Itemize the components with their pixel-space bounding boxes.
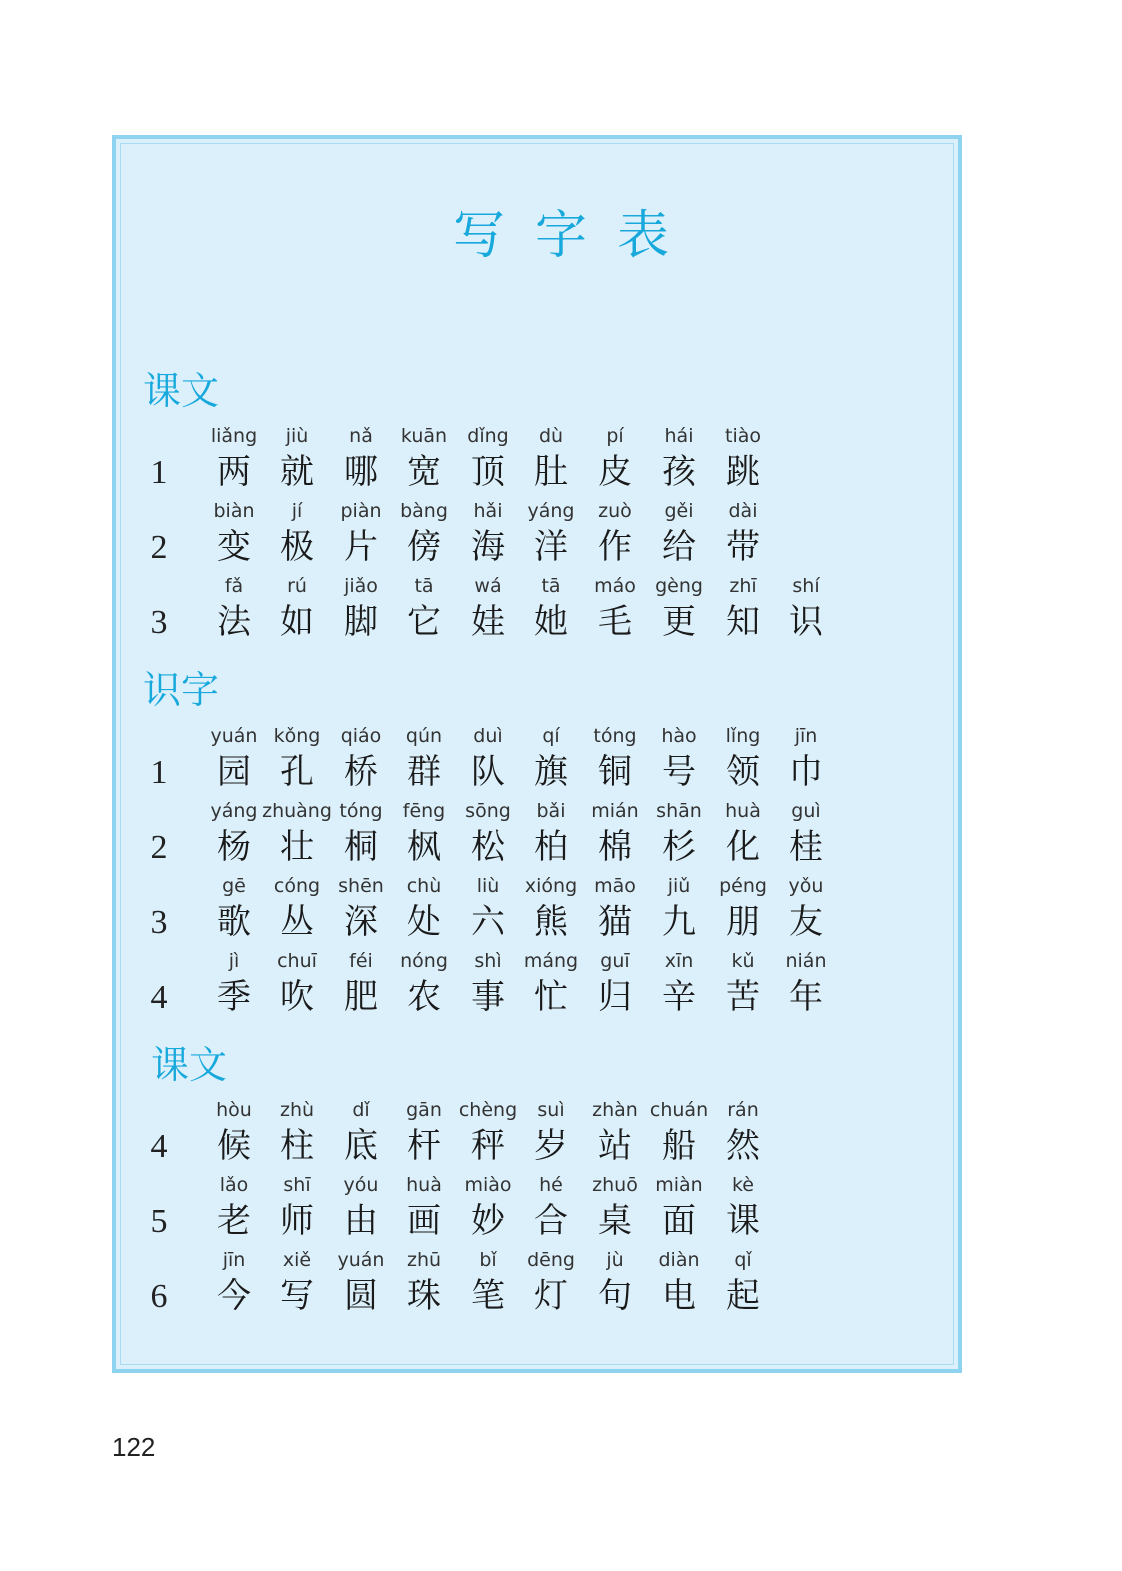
hanzi: 秤: [471, 1126, 505, 1166]
hanzi: 跳: [726, 452, 760, 492]
hanzi: 候: [217, 1126, 251, 1166]
hanzi: 师: [280, 1201, 314, 1241]
pinyin: bǐ: [479, 1249, 497, 1271]
pinyin: shì: [474, 950, 502, 972]
pinyin: piàn: [340, 500, 382, 522]
hanzi: 化: [726, 827, 760, 867]
pinyin: pí: [606, 425, 624, 447]
hanzi: 歌: [217, 902, 251, 942]
hanzi: 起: [726, 1276, 760, 1316]
hanzi: 年: [789, 977, 823, 1017]
pinyin: yóu: [343, 1174, 379, 1196]
pinyin: yǒu: [788, 875, 824, 897]
character-row: [0, 1098, 1122, 1173]
pinyin: gē: [222, 875, 246, 897]
page-title: 写字表: [452, 206, 699, 266]
pinyin: mián: [591, 800, 639, 822]
pinyin: rán: [727, 1099, 759, 1121]
hanzi: 句: [598, 1276, 632, 1316]
pinyin: zuò: [598, 500, 632, 522]
hanzi: 友: [789, 902, 823, 942]
hanzi: 带: [726, 527, 760, 567]
pinyin: kè: [731, 1174, 754, 1196]
pinyin: tóng: [339, 800, 383, 822]
pinyin: jù: [606, 1249, 624, 1271]
pinyin: shēn: [338, 875, 384, 897]
hanzi: 识: [789, 602, 823, 642]
pinyin: shī: [283, 1174, 311, 1196]
hanzi: 杉: [662, 827, 696, 867]
hanzi: 片: [344, 527, 378, 567]
hanzi: 更: [662, 602, 696, 642]
hanzi: 朋: [726, 902, 760, 942]
pinyin: xióng: [524, 875, 578, 897]
pinyin: jì: [228, 950, 240, 972]
character-row: [0, 799, 1122, 874]
pinyin: jiǎo: [344, 575, 378, 597]
hanzi: 辛: [662, 977, 696, 1017]
character-cell: [705, 499, 781, 567]
hanzi: 归: [598, 977, 632, 1017]
lesson-number: 4: [150, 979, 168, 1016]
hanzi: 给: [662, 527, 696, 567]
pinyin: chuī: [277, 950, 317, 972]
pinyin: hòu: [216, 1099, 252, 1121]
hanzi: 写: [280, 1276, 314, 1316]
hanzi: 处: [407, 902, 441, 942]
pinyin: liù: [476, 875, 500, 897]
hanzi: 棉: [598, 827, 632, 867]
hanzi: 船: [662, 1126, 696, 1166]
pinyin: xiě: [282, 1249, 312, 1271]
character-row: [0, 499, 1122, 574]
pinyin: féi: [349, 950, 373, 972]
hanzi: 丛: [280, 902, 314, 942]
pinyin: bǎi: [536, 800, 566, 822]
hanzi: 画: [407, 1201, 441, 1241]
hanzi: 孔: [280, 752, 314, 792]
pinyin: zhū: [406, 1249, 442, 1271]
hanzi: 桂: [789, 827, 823, 867]
hanzi: 珠: [407, 1276, 441, 1316]
pinyin: nǎ: [349, 425, 373, 447]
section-heading: 课文: [143, 369, 220, 413]
section-heading: 识字: [143, 668, 220, 712]
section-heading: 课文: [151, 1043, 228, 1087]
hanzi: 领: [726, 752, 760, 792]
hanzi: 作: [598, 527, 632, 567]
hanzi: 电: [662, 1276, 696, 1316]
hanzi: 桐: [344, 827, 378, 867]
hanzi: 两: [217, 452, 251, 492]
hanzi: 然: [726, 1126, 760, 1166]
pinyin: zhuō: [592, 1174, 638, 1196]
hanzi: 六: [471, 902, 505, 942]
pinyin: diàn: [658, 1249, 700, 1271]
pinyin: chuán: [649, 1099, 709, 1121]
hanzi: 柱: [280, 1126, 314, 1166]
hanzi: 洋: [534, 527, 568, 567]
pinyin: zhàn: [592, 1099, 638, 1121]
hanzi: 就: [280, 452, 314, 492]
pinyin: kuān: [400, 425, 448, 447]
pinyin: dēng: [527, 1249, 575, 1271]
hanzi: 孩: [662, 452, 696, 492]
pinyin: jiù: [285, 425, 309, 447]
character-row: [0, 874, 1122, 949]
hanzi: 毛: [598, 602, 632, 642]
pinyin: dù: [538, 425, 564, 447]
pinyin: jīn: [794, 725, 818, 747]
pinyin: zhù: [279, 1099, 315, 1121]
pinyin: kǒng: [273, 725, 321, 747]
pinyin: hǎi: [473, 500, 503, 522]
hanzi: 杆: [407, 1126, 441, 1166]
pinyin: tiào: [725, 425, 761, 447]
hanzi: 法: [217, 602, 251, 642]
pinyin: nóng: [400, 950, 448, 972]
pinyin: gèng: [655, 575, 703, 597]
hanzi: 号: [662, 752, 696, 792]
hanzi: 枫: [407, 827, 441, 867]
hanzi: 娃: [471, 602, 505, 642]
character-cell: [768, 799, 844, 867]
lesson-number: 5: [150, 1203, 168, 1240]
pinyin: gān: [406, 1099, 442, 1121]
hanzi: 壮: [280, 827, 314, 867]
pinyin: zhī: [729, 575, 757, 597]
pinyin: miàn: [655, 1174, 703, 1196]
lesson-number: 4: [150, 1128, 168, 1165]
hanzi: 极: [280, 527, 314, 567]
pinyin: qǐ: [734, 1249, 752, 1271]
hanzi: 顶: [471, 452, 505, 492]
hanzi: 忙: [534, 977, 568, 1017]
pinyin: jí: [291, 500, 303, 522]
hanzi: 肚: [534, 452, 568, 492]
pinyin: qí: [542, 725, 560, 747]
hanzi: 合: [534, 1201, 568, 1241]
character-cell: [768, 874, 844, 942]
pinyin: bàng: [400, 500, 448, 522]
hanzi: 事: [471, 977, 505, 1017]
pinyin: cóng: [273, 875, 321, 897]
character-row: [0, 574, 1122, 649]
hanzi: 它: [407, 602, 441, 642]
hanzi: 变: [217, 527, 251, 567]
pinyin: yuán: [210, 725, 258, 747]
lesson-number: 3: [150, 904, 168, 941]
pinyin: chù: [406, 875, 442, 897]
hanzi: 今: [217, 1276, 251, 1316]
pinyin: rú: [287, 575, 307, 597]
pinyin: hái: [664, 425, 694, 447]
hanzi: 旗: [534, 752, 568, 792]
hanzi: 深: [344, 902, 378, 942]
hanzi: 苦: [726, 977, 760, 1017]
hanzi: 面: [662, 1201, 696, 1241]
pinyin: dǐ: [352, 1099, 370, 1121]
pinyin: hé: [539, 1174, 563, 1196]
hanzi: 季: [217, 977, 251, 1017]
pinyin: yáng: [527, 500, 575, 522]
hanzi: 傍: [407, 527, 441, 567]
hanzi: 她: [534, 602, 568, 642]
pinyin: māo: [594, 875, 636, 897]
pinyin: dǐng: [467, 425, 509, 447]
character-cell: [768, 724, 844, 792]
lesson-number: 1: [150, 754, 168, 791]
hanzi: 熊: [534, 902, 568, 942]
hanzi: 由: [344, 1201, 378, 1241]
hanzi: 九: [662, 902, 696, 942]
hanzi: 岁: [534, 1126, 568, 1166]
pinyin: dài: [728, 500, 758, 522]
pinyin: zhuàng: [262, 800, 332, 822]
character-cell: [705, 1098, 781, 1166]
hanzi: 妙: [471, 1201, 505, 1241]
hanzi: 宽: [407, 452, 441, 492]
page-number: 122: [112, 1432, 156, 1462]
hanzi: 吹: [280, 977, 314, 1017]
pinyin: shān: [656, 800, 702, 822]
pinyin: fǎ: [224, 575, 244, 597]
pinyin: guì: [791, 800, 821, 822]
pinyin: jiǔ: [667, 875, 691, 897]
character-row: [0, 724, 1122, 799]
hanzi: 园: [217, 752, 251, 792]
pinyin: yuán: [337, 1249, 385, 1271]
hanzi: 桥: [344, 752, 378, 792]
pinyin: péng: [719, 875, 767, 897]
pinyin: liǎng: [210, 425, 258, 447]
character-cell: [768, 949, 844, 1017]
hanzi: 巾: [789, 752, 823, 792]
pinyin: kǔ: [731, 950, 755, 972]
pinyin: xīn: [664, 950, 694, 972]
hanzi: 皮: [598, 452, 632, 492]
hanzi: 柏: [534, 827, 568, 867]
lesson-number: 2: [150, 529, 168, 566]
pinyin: máo: [594, 575, 636, 597]
pinyin: hào: [661, 725, 697, 747]
pinyin: tā: [414, 575, 434, 597]
pinyin: tā: [541, 575, 561, 597]
hanzi: 队: [471, 752, 505, 792]
hanzi: 松: [471, 827, 505, 867]
character-row: [0, 1173, 1122, 1248]
hanzi: 灯: [534, 1276, 568, 1316]
hanzi: 知: [726, 602, 760, 642]
pinyin: guī: [600, 950, 630, 972]
pinyin: huà: [725, 800, 761, 822]
character-cell: [705, 1248, 781, 1316]
hanzi: 笔: [471, 1276, 505, 1316]
hanzi: 肥: [344, 977, 378, 1017]
pinyin: jīn: [222, 1249, 246, 1271]
pinyin: wá: [474, 575, 502, 597]
lesson-number: 2: [150, 829, 168, 866]
lesson-number: 1: [150, 454, 168, 491]
hanzi: 猫: [598, 902, 632, 942]
hanzi: 课: [726, 1201, 760, 1241]
hanzi: 海: [471, 527, 505, 567]
pinyin: qiáo: [340, 725, 382, 747]
pinyin: máng: [523, 950, 579, 972]
character-cell: [768, 574, 844, 642]
pinyin: duì: [473, 725, 503, 747]
hanzi: 站: [598, 1126, 632, 1166]
lesson-number: 6: [150, 1278, 168, 1315]
lesson-number: 3: [150, 604, 168, 641]
pinyin: nián: [785, 950, 827, 972]
pinyin: fēng: [402, 800, 446, 822]
hanzi: 群: [407, 752, 441, 792]
hanzi: 农: [407, 977, 441, 1017]
pinyin: shí: [792, 575, 820, 597]
pinyin: tóng: [593, 725, 637, 747]
pinyin: qún: [405, 725, 443, 747]
character-row: [0, 949, 1122, 1024]
hanzi: 桌: [598, 1201, 632, 1241]
pinyin: yáng: [210, 800, 258, 822]
pinyin: biàn: [213, 500, 255, 522]
hanzi: 底: [344, 1126, 378, 1166]
hanzi: 老: [217, 1201, 251, 1241]
pinyin: huà: [406, 1174, 442, 1196]
pinyin: suì: [537, 1099, 565, 1121]
character-cell: [705, 1173, 781, 1241]
hanzi: 杨: [217, 827, 251, 867]
hanzi: 脚: [344, 602, 378, 642]
hanzi: 圆: [344, 1276, 378, 1316]
pinyin: miào: [464, 1174, 512, 1196]
character-row: [0, 424, 1122, 499]
pinyin: chèng: [458, 1099, 518, 1121]
pinyin: gěi: [664, 500, 694, 522]
hanzi: 铜: [598, 752, 632, 792]
hanzi: 哪: [344, 452, 378, 492]
hanzi: 如: [280, 602, 314, 642]
pinyin: lǐng: [725, 725, 761, 747]
character-row: [0, 1248, 1122, 1323]
pinyin: sōng: [465, 800, 511, 822]
character-cell: [705, 424, 781, 492]
pinyin: lǎo: [219, 1174, 249, 1196]
